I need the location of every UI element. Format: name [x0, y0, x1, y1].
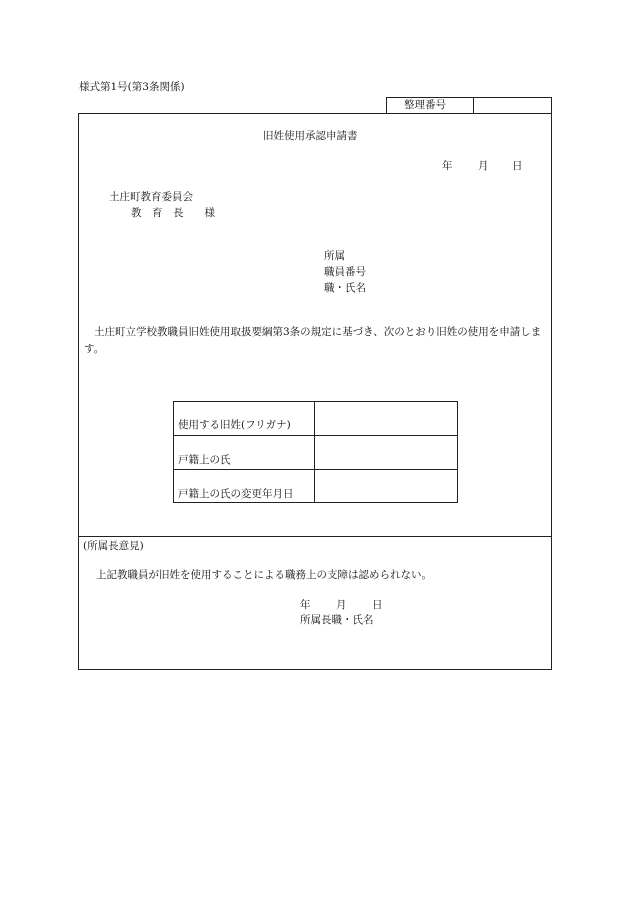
applicant-position-name: 職・氏名 [324, 282, 366, 294]
reference-number-divider [473, 97, 474, 114]
date-year: 年 [442, 160, 453, 172]
date-day: 日 [512, 160, 523, 172]
reference-number-label: 整理番号 [404, 99, 446, 111]
detail-table-row-divider [173, 469, 458, 470]
opinion-heading: (所属長意見) [83, 540, 144, 552]
former-surname-field[interactable] [320, 404, 454, 432]
document-title: 旧姓使用承認申請書 [263, 130, 358, 142]
registered-surname-field[interactable] [320, 438, 454, 466]
addressee-person: 教 育 長 様 [131, 207, 215, 219]
applicant-staff-number: 職員番号 [324, 266, 366, 278]
reference-number-field[interactable] [478, 100, 548, 111]
applicant-affiliation: 所属 [324, 250, 345, 262]
opinion-signer: 所属長職・氏名 [300, 614, 374, 626]
opinion-date-month: 月 [336, 599, 347, 611]
opinion-divider [78, 536, 552, 537]
opinion-text: 上記教職員が旧姓を使用することによる職務上の支障は認められない。 [96, 569, 432, 581]
table-row-label: 使用する旧姓(フリガナ) [178, 419, 291, 431]
application-statement: 土庄町立学校教職員旧姓使用取扱要綱第3条の規定に基づき、次のとおり旧姓の使用を申請します。 [84, 326, 542, 355]
date-month: 月 [478, 160, 489, 172]
detail-table-column-divider [314, 401, 315, 503]
form-id: 様式第1号(第3条関係) [79, 81, 185, 93]
surname-change-date-field[interactable] [320, 472, 454, 500]
table-row-label: 戸籍上の氏の変更年月日 [178, 488, 294, 500]
table-row-label: 戸籍上の氏 [178, 454, 231, 466]
opinion-date-year: 年 [300, 599, 311, 611]
addressee-org: 土庄町教育委員会 [109, 191, 193, 203]
detail-table-row-divider [173, 435, 458, 436]
opinion-date-day: 日 [372, 599, 383, 611]
